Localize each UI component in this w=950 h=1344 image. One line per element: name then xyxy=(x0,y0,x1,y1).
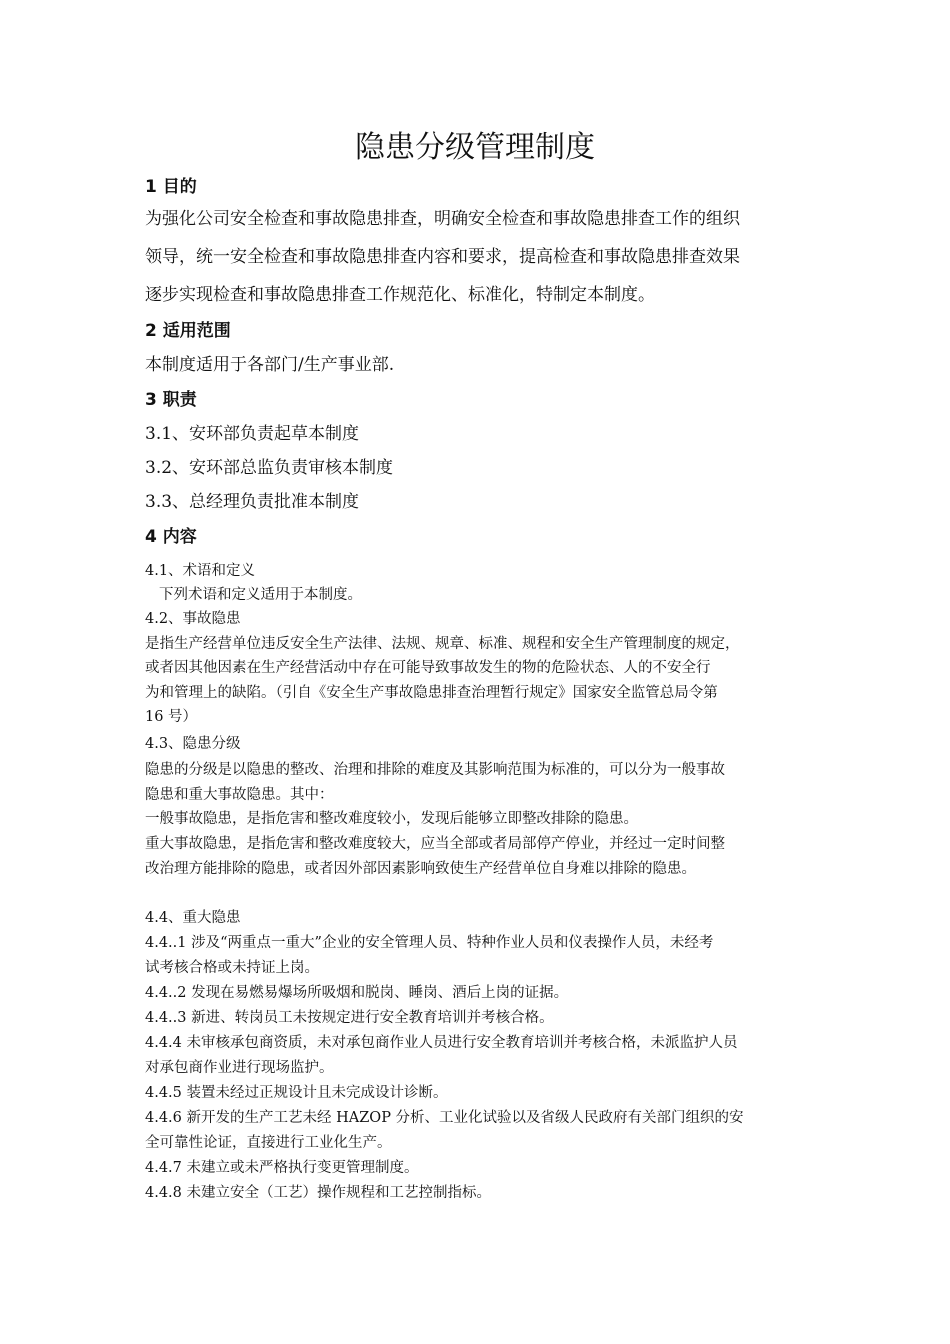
paragraph-line: 4.4..3 新进、转岗员工未按规定进行安全教育培训并考核合格。 xyxy=(145,1010,554,1026)
paragraph-line: 或者因其他因素在生产经营活动中存在可能导致事故发生的物的危险状态、人的不安全行 xyxy=(145,660,711,676)
section-heading-content: 4 内容 xyxy=(145,527,197,547)
paragraph-line: 3.2、安环部总监负责审核本制度 xyxy=(145,458,394,478)
paragraph-line: 4.4.6 新开发的生产工艺未经 HAZOP 分析、工业化试验以及省级人民政府有关部门组织的安 xyxy=(145,1110,744,1126)
paragraph-line: 下列术语和定义适用于本制度。 xyxy=(159,587,362,603)
paragraph-line: 4.4..1 涉及“两重点一重大”企业的安全管理人员、特种作业人员和仪表操作人员，未经考 xyxy=(145,935,714,951)
paragraph-line: 4.4.5 装置未经过正规设计且未完成设计诊断。 xyxy=(145,1085,448,1101)
paragraph-line: 3.3、总经理负责批准本制度 xyxy=(145,492,360,512)
paragraph-line: 隐患和重大事故隐患。其中： xyxy=(145,787,334,803)
paragraph-line: 为和管理上的缺陷。（引自《安全生产事故隐患排查治理暂行规定》国家安全监管总局令第 xyxy=(145,685,718,701)
paragraph-line: 隐患的分级是以隐患的整改、治理和排除的难度及其影响范围为标准的，可以分为一般事故 xyxy=(145,762,725,778)
paragraph-line: 4.3、隐患分级 xyxy=(145,736,241,752)
paragraph-line: 4.4..2 发现在易燃易爆场所吸烟和脱岗、睡岗、酒后上岗的证据。 xyxy=(145,985,569,1001)
document-title: 隐患分级管理制度 xyxy=(355,130,595,165)
paragraph-line: 是指生产经营单位违反安全生产法律、法规、规章、标准、规程和安全生产管理制度的规定， xyxy=(145,636,740,652)
paragraph-line: 4.1、术语和定义 xyxy=(145,563,256,579)
paragraph-line: 4.4.4 未审核承包商资质，未对承包商作业人员进行安全教育培训并考核合格，未派监护人员 xyxy=(145,1035,738,1051)
paragraph-line: 4.2、事故隐患 xyxy=(145,611,241,627)
paragraph-line: 16 号） xyxy=(145,709,198,725)
section-heading-purpose: 1 目的 xyxy=(145,177,197,197)
paragraph-line: 逐步实现检查和事故隐患排查工作规范化、标准化，特制定本制度。 xyxy=(145,285,655,305)
paragraph-line: 改治理方能排除的隐患，或者因外部因素影响致使生产经营单位自身难以排除的隐患。 xyxy=(145,861,696,877)
paragraph-line: 3.1、安环部负责起草本制度 xyxy=(145,424,360,444)
paragraph-line: 领导，统一安全检查和事故隐患排查内容和要求，提高检查和事故隐患排查效果 xyxy=(145,247,740,267)
paragraph-line: 4.4.7 未建立或未严格执行变更管理制度。 xyxy=(145,1160,419,1176)
paragraph-line: 为强化公司安全检查和事故隐患排查，明确安全检查和事故隐患排查工作的组织 xyxy=(145,209,740,229)
paragraph-line: 4.4、重大隐患 xyxy=(145,910,241,926)
paragraph-line: 对承包商作业进行现场监护。 xyxy=(145,1060,334,1076)
paragraph-line: 重大事故隐患，是指危害和整改难度较大，应当全部或者局部停产停业，并经过一定时间整 xyxy=(145,836,725,852)
paragraph-line: 全可靠性论证，直接进行工业化生产。 xyxy=(145,1135,392,1151)
section-heading-responsibilities: 3 职责 xyxy=(145,390,197,410)
paragraph-line: 本制度适用于各部门/生产事业部. xyxy=(145,355,395,375)
section-heading-scope: 2 适用范围 xyxy=(145,321,231,341)
paragraph-line: 4.4.8 未建立安全（工艺）操作规程和工艺控制指标。 xyxy=(145,1185,492,1201)
paragraph-line: 一般事故隐患，是指危害和整改难度较小，发现后能够立即整改排除的隐患。 xyxy=(145,811,638,827)
paragraph-line: 试考核合格或未持证上岗。 xyxy=(145,960,319,976)
